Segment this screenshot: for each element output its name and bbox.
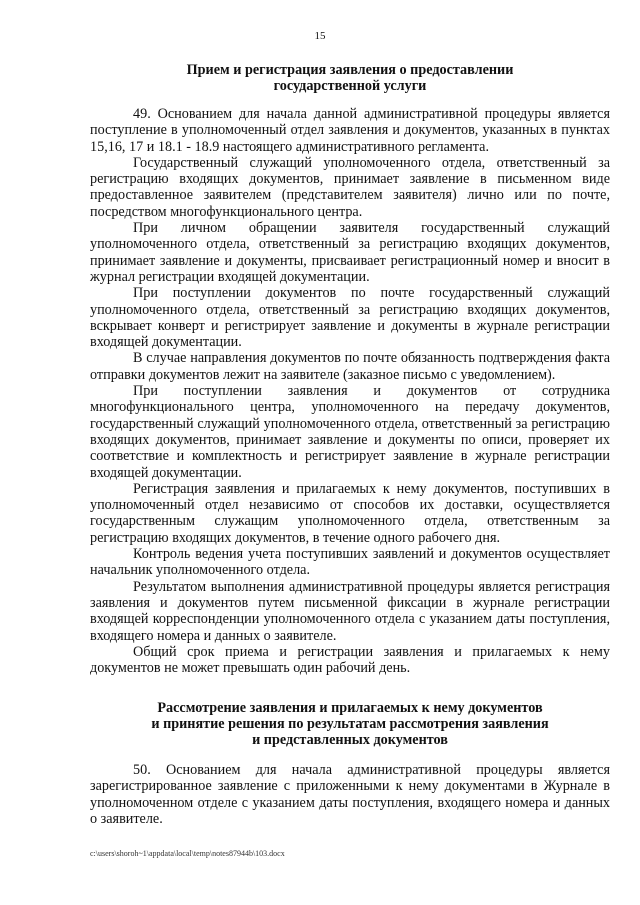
paragraph: При поступлении документов по почте государственный служащий уполномоченного отдела, ответственный за регистрацию входящих документов, вскрывает конверт и регистрирует заявление и документы в журнале регистрации входящей документации. <box>90 285 610 351</box>
section-title-line: государственной услуги <box>273 78 427 94</box>
section-title-line: и представленных документов <box>252 732 448 748</box>
paragraph: 49. Основанием для начала данной административной процедуры является поступление в уполномоченный отдел заявления и документов, указанных в пунктах 15,16, 17 и 18.1 - 18.9 настоящего административного регламента. <box>90 106 610 155</box>
section-title-line: Прием и регистрация заявления о предоставлении <box>186 62 514 78</box>
section-title-line: и принятие решения по результатам рассмотрения заявления <box>151 716 549 732</box>
page-number: 15 <box>314 30 326 42</box>
paragraph: При личном обращении заявителя государственный служащий уполномоченного отдела, ответственный за регистрацию входящих документов, принимает заявление и документы, присваивает регистрационный номер и вносит в журнал регистрации входящей документации. <box>90 220 610 285</box>
section-title-reception <box>90 62 610 94</box>
paragraph: Государственный служащий уполномоченного отдела, ответственный за регистрацию входящих документов, принимает заявление в письменном виде предоставленное заявителем (представителем заявителя) лично или по почте, посредством многофункционального центра. <box>90 154 610 220</box>
section-body-review <box>90 762 610 827</box>
paragraph: Общий срок приема и регистрации заявления и прилагаемых к нему документов не может превышать один рабочий день. <box>90 643 610 677</box>
paragraph: При поступлении заявления и документов от сотрудника многофункционального центра, уполномоченного на передачу документов, государственный служащий уполномоченного отдела, ответственный за регистрацию входящих документов, принимает заявление и документы по описи, проверяет их соответствие и комплектность и регистрирует заявление в журнале регистрации входящей документации. <box>90 383 610 481</box>
paragraph: В случае направления документов по почте обязанность подтверждения факта отправки документов лежит на заявителе (заказное письмо с уведомлением). <box>90 350 610 383</box>
paragraph: Результатом выполнения административной процедуры является регистрация заявления и документов путем письменной фиксации в журнале регистрации входящей корреспонденции уполномоченного отдела с указанием даты поступления, входящего номера и данных о заявителе. <box>90 578 610 644</box>
section-title-line: Рассмотрение заявления и прилагаемых к нему документов <box>157 700 543 716</box>
file-path-footer: c:\users\shoroh~1\appdata\local\temp\notes87944b\103.docx <box>90 849 285 858</box>
section-body-reception <box>90 106 610 676</box>
paragraph: Контроль ведения учета поступивших заявлений и документов осуществляет начальник уполномоченного отдела. <box>90 546 610 579</box>
paragraph: Регистрация заявления и прилагаемых к нему документов, поступивших в уполномоченный отдел независимо от способов их доставки, осуществляется государственным служащим уполномоченного отдела, ответственным за регистрацию входящих документов, в течение одного рабочего дня. <box>90 480 610 546</box>
paragraph: 50. Основанием для начала административной процедуры является зарегистрированное заявление с приложенными к нему документами в Журнале в уполномоченном отделе с указанием даты поступления, входящего номера и данных о заявителе. <box>90 762 610 827</box>
section-title-review <box>90 700 610 748</box>
